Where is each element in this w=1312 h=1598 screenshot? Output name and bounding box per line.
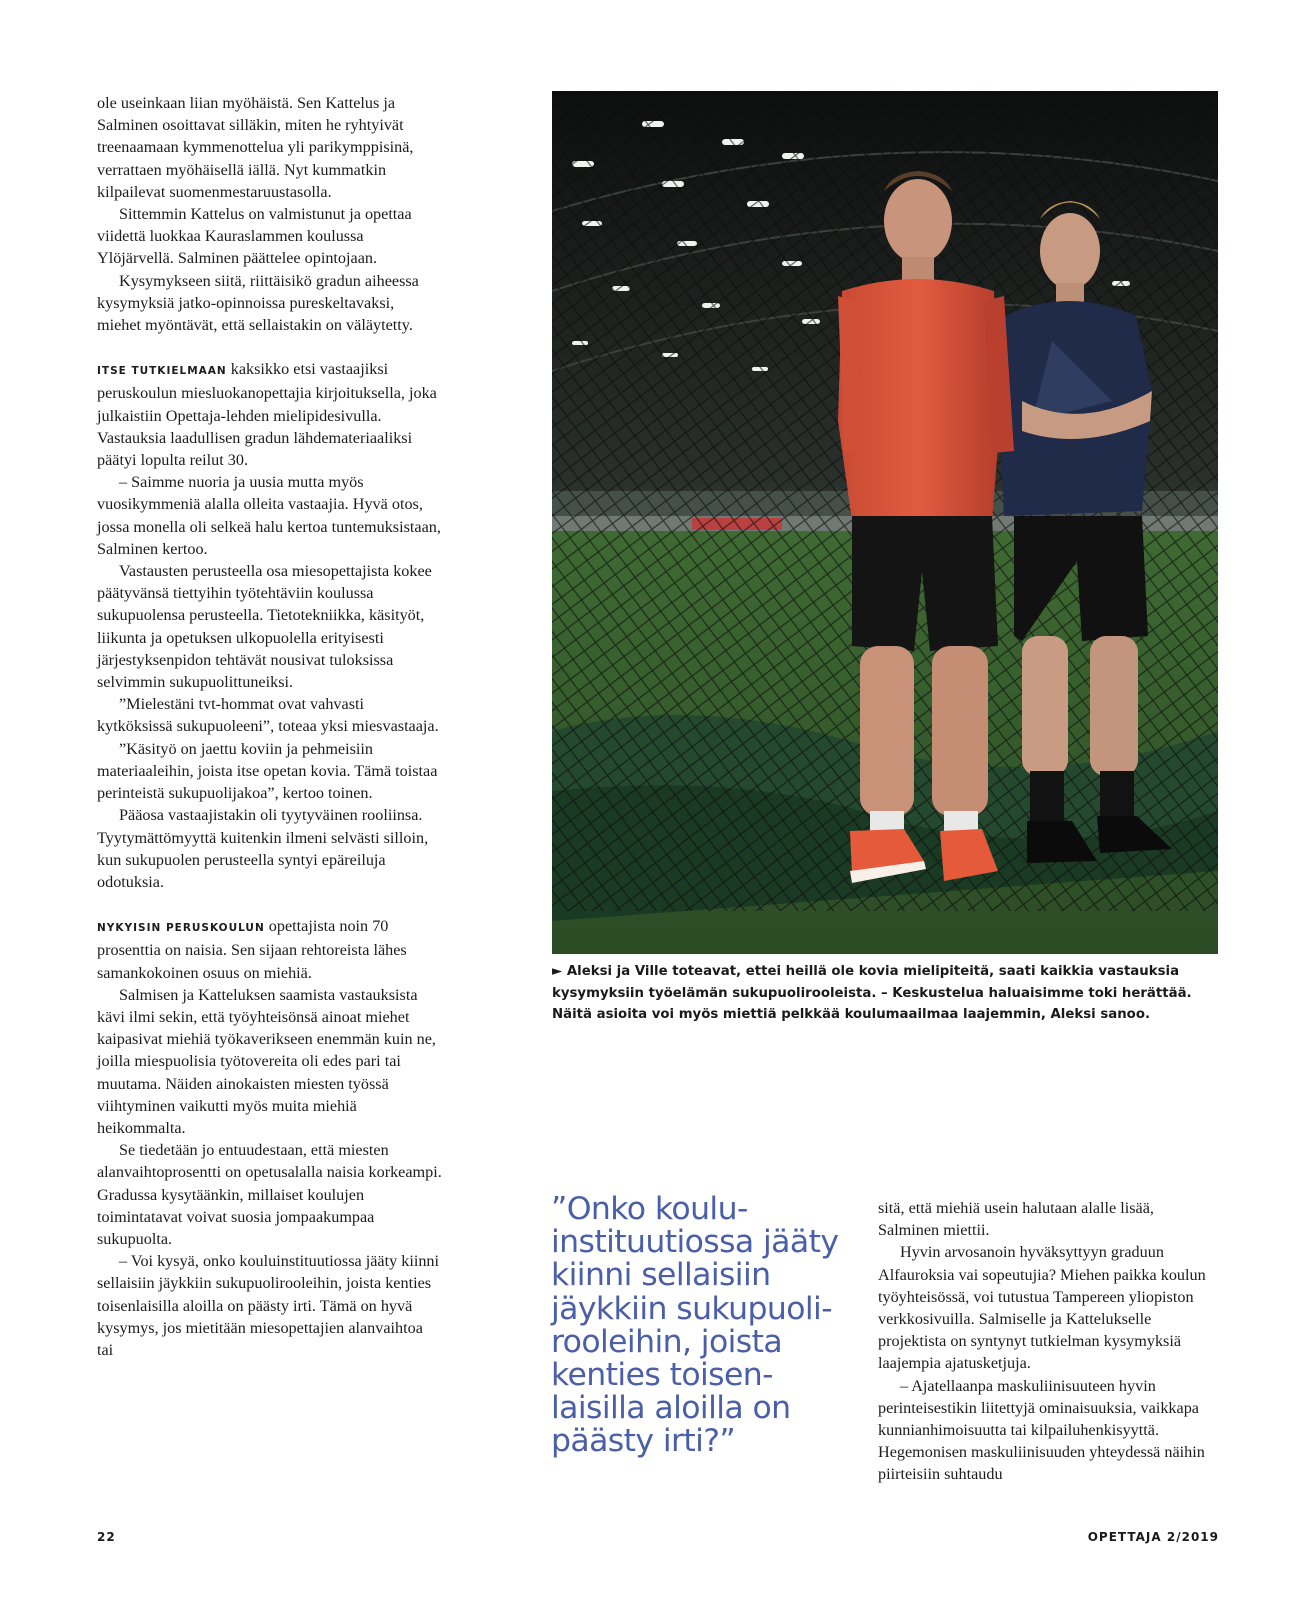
paragraph: Salmisen ja Katteluksen saamista vastauksista kävi ilmi sekin, että työyhteisönsä ainoat miehet kaipasivat miehiä työkaverikseen enemmän kuin ne, joilla miespuolisia työtovereita oli edes pari tai muutama. Näiden ainokaisten miesten työssä viihtyminen vaikutti myös muita miehiä heikommalta. <box>97 985 436 1137</box>
page-number: 22 <box>97 1530 116 1544</box>
paragraph: – Voi kysyä, onko kouluinstituutiossa jääty kiinni sellaisiin jäykkiin sukupuolirooleihin, joista kenties toisenlaisilla aloilla on päästy irti. Tämä on hyvä kysymys, jos mietitään miesopettajien alanvaihtoa tai <box>97 1252 440 1359</box>
caption-text: Aleksi ja Ville toteavat, ettei heillä ole kovia mielipiteitä, saati kaikkia vastauksia kysymyksiin työelämän sukupuolirooleista. – Keskustelua haluaisimme toki herättää. Näitä asioita voi myös miettiä pelkkää koulumaailmaa laajemmin, Aleksi sanoo. <box>552 964 1192 1022</box>
pull-quote: ”Onko kouluinstituutiossa jääty kiinni sellaisiin jäykkiin sukupuolirooleihin, joista kenties toisenlaisilla aloilla on päästy irti?” <box>551 1191 839 1460</box>
paragraph <box>97 915 442 984</box>
paragraph-text: opettajista noin 70 prosenttia on naisia. Sen sijaan rehtoreista lähes samankokoinen osuus on miehiä. <box>97 917 407 982</box>
caption-marker: ► <box>552 964 563 979</box>
lead-in: NYKYISIN PERUSKOULUN <box>97 922 265 935</box>
paragraph: Se tiedetään jo entuudestaan, että miesten alanvaihtoprosentti on opetusalalla naisia korkeampi. Gradussa kysytäänkin, millaiset koulujen toimintatavat voivat suosia jompaakumpaa sukupuolta. <box>97 1141 442 1248</box>
article-photo <box>552 91 1218 954</box>
article-column-right <box>878 1197 1214 1486</box>
paragraph: Pääosa vastaajistakin oli tyytyväinen rooliinsa. Tyytymättömyyttä kuitenkin ilmeni selvästi silloin, kun sukupuolen perusteella syntyi epäreiluja odotuksia. <box>97 806 429 891</box>
paragraph: ”Mielestäni tvt-hommat ovat vahvasti kytköksissä sukupuoleeni”, toteaa yksi miesvastaaja. <box>97 695 439 736</box>
magazine-issue: OPETTAJA 2/2019 <box>1087 1530 1219 1544</box>
paragraph: ”Käsityö on jaettu koviin ja pehmeisiin materiaaleihin, joista itse opetan kovia. Tämä toistaa perinteistä sukupuolijakoa”, kertoo toinen. <box>97 739 438 803</box>
lead-in: ITSE TUTKIELMAAN <box>97 365 227 378</box>
paragraph: Vastausten perusteella osa miesopettajista kokee päätyvänsä tiettyihin työtehtäviin koulussa sukupuolensa perusteella. Tietotekniikka, käsityöt, liikunta ja opetuksen ulkopuolella erityisesti järjestyksenpidon tehtävät nousivat tuloksissa selvimmin sukupuolittuneiksi. <box>97 562 432 692</box>
paragraph: Kysymykseen siitä, riittäisikö gradun aiheessa kysymyksiä jatko-opinnoissa pureskeltavaksi, miehet myöntävät, että sellaistakin on väläytetty. <box>97 271 419 335</box>
paragraph: sitä, että miehiä usein halutaan alalle lisää, Salminen miettii. <box>878 1199 1154 1240</box>
photo-caption <box>552 961 1220 1026</box>
article-column-left <box>97 92 442 1361</box>
paragraph: – Ajatellaanpa maskuliinisuuteen hyvin perinteisestikin liitettyjä ominaisuuksia, vaikkapa kunnianhimoisuutta tai kilpailuhenkisyyttä. Hegemonisen maskuliinisuuden yhteydessä näihin piirteisiin suhtaudu <box>878 1376 1205 1484</box>
paragraph: ole useinkaan liian myöhäistä. Sen Kattelus ja Salminen osoittavat silläkin, miten he ryhtyivät treenaamaan kymmenottelua yli parikymppisinä, verrattaen myöhäisellä iällä. Nyt kummatkin kilpailevat suomenmestaruustasolla. <box>97 94 414 201</box>
paragraph: Sittemmin Kattelus on valmistunut ja opettaa viidettä luokkaa Kauraslammen koulussa Ylöjärvellä. Salminen päättelee opintojaan. <box>97 205 412 268</box>
paragraph-text: kaksikko etsi vastaajiksi peruskoulun miesluokanopettajia kirjoituksella, joka julkaistiin Opettaja-lehden mielipidesivulla. Vastauksia laadullisen gradun lähdemateriaaliksi päätyi lopulta reilut 30. <box>97 360 437 470</box>
paragraph: Hyvin arvosanoin hyväksyttyyn graduun Alfauroksia vai sopeutujia? Miehen paikka koulun työyhteisössä, voi tutustua Tampereen yliopiston verkkosivuilla. Salmiselle ja Kattelukselle projektista on syntynyt tutkielman kysymyksiä laajempia ajatusketjuja. <box>878 1243 1206 1373</box>
paragraph <box>97 358 442 471</box>
paragraph: – Saimme nuoria ja uusia mutta myös vuosikymmeniä alalla olleita vastaajia. Hyvä otos, jossa monella oli selkeä halu kertoa tuntemuksistaan, Salminen kertoo. <box>97 473 441 558</box>
